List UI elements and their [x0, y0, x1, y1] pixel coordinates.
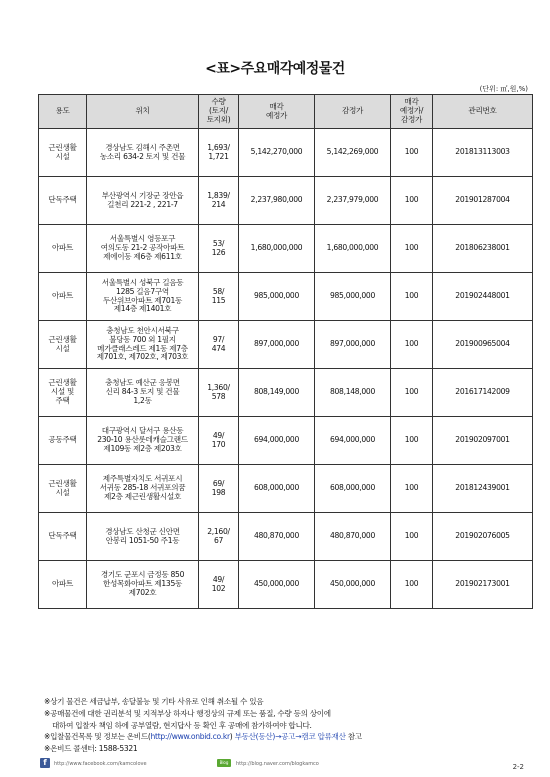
table-row: [39, 177, 533, 225]
cell-use: 근린생활 시설 및 주택: [39, 369, 87, 417]
cell-quantity: 69/ 198: [199, 465, 239, 513]
header-management-number: 관리번호: [433, 95, 533, 129]
cell-sale-price: 1,680,000,000: [239, 225, 315, 273]
facebook-link[interactable]: http://www.facebook.com/kamcolove: [54, 761, 147, 767]
cell-use: 아파트: [39, 225, 87, 273]
notes: [44, 696, 514, 755]
cell-location: 충청남도 예산군 응봉면 신리 84-3 토지 및 건물 1,2동: [87, 369, 199, 417]
note-onbid-suffix: 참고: [345, 732, 362, 742]
facebook-icon: f: [40, 758, 50, 768]
table-row: [39, 321, 533, 369]
unit-label: (단위: ㎡,원,%): [479, 85, 528, 93]
cell-ratio: 100: [391, 321, 433, 369]
blog-link[interactable]: http://blog.naver.com/blogkamco: [236, 761, 319, 767]
note-rights-analysis-cont: 대하여 입찰자 책임 하에 공부열람, 현지답사 등 확인 후 공매에 참가하여야 합니다.: [52, 720, 312, 730]
table-row: [39, 225, 533, 273]
cell-location: 충청남도 천안시서북구 불당동 700 외 1필지 메가클래스레드 제1동 제7층 제701호, 제702호, 제703호: [87, 321, 199, 369]
note-onbid-mid: ): [229, 732, 235, 742]
cell-management-number: 201902097001: [433, 417, 533, 465]
table-row: [39, 465, 533, 513]
onbid-menu-path: 부동산(동산)→공고→캠코 압류재산: [234, 732, 346, 742]
table-row: [39, 417, 533, 465]
blog-icon: Blog: [217, 759, 231, 767]
property-table: [38, 94, 533, 609]
cell-appraisal: 694,000,000: [315, 417, 391, 465]
header-use: 용도: [39, 95, 87, 129]
cell-quantity: 1,839/ 214: [199, 177, 239, 225]
cell-management-number: 201813113003: [433, 129, 533, 177]
header-quantity: 수량 (토지/ 토지외): [199, 95, 239, 129]
note-rights-analysis: ※공매물건에 대한 권리분석 및 지적부상 하자나 행정상의 규제 또는 품질, 수량 등의 상이에: [44, 708, 331, 718]
cell-sale-price: 5,142,270,000: [239, 129, 315, 177]
table-row: [39, 369, 533, 417]
cell-ratio: 100: [391, 129, 433, 177]
cell-use: 근린생활 시설: [39, 465, 87, 513]
cell-sale-price: 694,000,000: [239, 417, 315, 465]
footer: [40, 758, 516, 770]
cell-location: 부산광역시 기장군 장안읍 길천리 221-2 , 221-7: [87, 177, 199, 225]
cell-appraisal: 1,680,000,000: [315, 225, 391, 273]
cell-ratio: 100: [391, 513, 433, 561]
cell-quantity: 1,360/ 578: [199, 369, 239, 417]
cell-sale-price: 808,149,000: [239, 369, 315, 417]
cell-quantity: 2,160/ 67: [199, 513, 239, 561]
cell-use: 공동주택: [39, 417, 87, 465]
cell-use: 단독주택: [39, 177, 87, 225]
cell-location: 경상남도 산청군 신안면 안봉리 1051-50 주1동: [87, 513, 199, 561]
cell-management-number: 201902076005: [433, 513, 533, 561]
cell-management-number: 201806238001: [433, 225, 533, 273]
cell-location: 서울특별시 영등포구 여의도동 21-2 공작아파트 제에이동 제6층 제611호: [87, 225, 199, 273]
cell-quantity: 97/ 474: [199, 321, 239, 369]
cell-location: 제주특별자치도 서귀포시 서귀동 285-18 서귀포의꿈 제2층 제근린생활시설호: [87, 465, 199, 513]
cell-sale-price: 985,000,000: [239, 273, 315, 321]
cell-ratio: 100: [391, 273, 433, 321]
cell-use: 단독주택: [39, 513, 87, 561]
cell-quantity: 58/ 115: [199, 273, 239, 321]
cell-management-number: 201617142009: [433, 369, 533, 417]
cell-ratio: 100: [391, 369, 433, 417]
cell-quantity: 1,693/ 1,721: [199, 129, 239, 177]
table-header-row: [39, 95, 533, 129]
table-row: [39, 561, 533, 609]
cell-ratio: 100: [391, 561, 433, 609]
cell-appraisal: 985,000,000: [315, 273, 391, 321]
table-row: [39, 273, 533, 321]
cell-use: 근린생활 시설: [39, 129, 87, 177]
cell-quantity: 53/ 126: [199, 225, 239, 273]
cell-appraisal: 608,000,000: [315, 465, 391, 513]
cell-ratio: 100: [391, 465, 433, 513]
cell-use: 아파트: [39, 273, 87, 321]
cell-management-number: 201812439001: [433, 465, 533, 513]
cell-ratio: 100: [391, 417, 433, 465]
cell-management-number: 201902173001: [433, 561, 533, 609]
cell-location: 경기도 군포시 금정동 850 한성목화아파트 제135동 제702호: [87, 561, 199, 609]
note-call-center: ※온비드 콜센터: 1588-5321: [44, 744, 138, 754]
note-cancellation: ※상기 물건은 세금납부, 송달불능 및 기타 사유로 인해 취소될 수 있음: [44, 697, 264, 706]
header-ratio: 매각 예정가/ 감정가: [391, 95, 433, 129]
cell-sale-price: 480,870,000: [239, 513, 315, 561]
cell-management-number: 201900965004: [433, 321, 533, 369]
cell-use: 근린생활 시설: [39, 321, 87, 369]
note-onbid-prefix: ※입찰물건목록 및 정보는 온비드(: [44, 732, 151, 742]
note-onbid-info: [44, 731, 514, 743]
onbid-link[interactable]: http://www.onbid.co.kr: [150, 732, 230, 742]
header-sale-price: 매각 예정가: [239, 95, 315, 129]
table-row: [39, 513, 533, 561]
cell-sale-price: 450,000,000: [239, 561, 315, 609]
cell-management-number: 201902448001: [433, 273, 533, 321]
cell-location: 경상남도 김해시 주촌면 농소리 634-2 토지 및 건물: [87, 129, 199, 177]
cell-ratio: 100: [391, 177, 433, 225]
table-row: [39, 129, 533, 177]
header-appraisal: 감정가: [315, 95, 391, 129]
cell-location: 대구광역시 달서구 용산동 230-10 용산롯데캐슬그랜드 제109동 제2층 제203호: [87, 417, 199, 465]
cell-quantity: 49/ 102: [199, 561, 239, 609]
cell-sale-price: 608,000,000: [239, 465, 315, 513]
cell-appraisal: 897,000,000: [315, 321, 391, 369]
cell-appraisal: 480,870,000: [315, 513, 391, 561]
cell-location: 서울특별시 성북구 길음동 1285 길음7구역 두산위브아파트 제701동 제14층 제1401호: [87, 273, 199, 321]
cell-appraisal: 5,142,269,000: [315, 129, 391, 177]
cell-ratio: 100: [391, 225, 433, 273]
page-number: 2-2: [512, 763, 524, 771]
cell-quantity: 49/ 170: [199, 417, 239, 465]
cell-appraisal: 2,237,979,000: [315, 177, 391, 225]
cell-appraisal: 450,000,000: [315, 561, 391, 609]
cell-use: 아파트: [39, 561, 87, 609]
cell-appraisal: 808,148,000: [315, 369, 391, 417]
cell-sale-price: 897,000,000: [239, 321, 315, 369]
header-location: 위치: [87, 95, 199, 129]
document-title: <표>주요매각예정물건: [205, 61, 345, 77]
cell-sale-price: 2,237,980,000: [239, 177, 315, 225]
cell-management-number: 201901287004: [433, 177, 533, 225]
